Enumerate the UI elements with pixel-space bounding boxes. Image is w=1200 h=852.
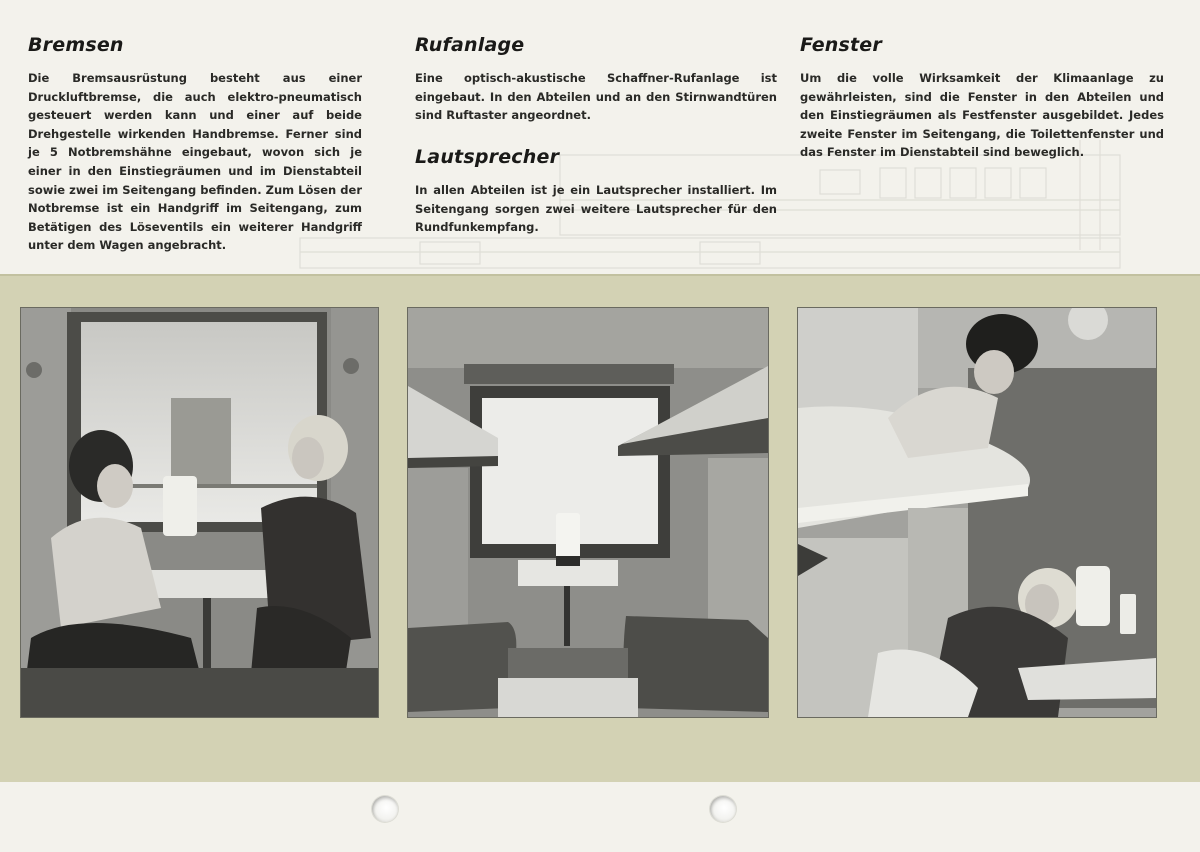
section-title-fenster: Fenster [800,34,882,56]
section-rufanlage [415,34,777,125]
section-title-lautsprecher: Lautsprecher [415,146,560,168]
photo-bunks-two-women [798,308,1156,717]
section-text-bremsen: Die Bremsausrüstung besteht aus einer Druckluftbremse, die auch elektro-pneumatisch gesteuert werden kann und einer auf beide Drehgestelle wirkenden Handbremse. Ferner sind je 5 Notbremshähne eingebaut, wovon sich je einer in den Einstiegräumen und im Dienstabteil sowie zwei im Seitengang befinden. Zum Lösen der Notbremse ist ein Handgriff im Seitengang, zum Betätigen des Löseventils ein weiterer Handgriff unter dem Wagen angebracht. [28,71,362,253]
section-text-rufanlage: Eine optisch-akustische Schaffner-Rufanlage ist eingebaut. In den Abteilen und an den Stirnwandtüren sind Ruftaster angeordnet. [415,71,777,123]
punch-hole-right [710,796,736,822]
section-title-bremsen: Bremsen [28,34,124,56]
section-title-rufanlage: Rufanlage [415,34,525,56]
section-text-lautsprecher: In allen Abteilen ist je ein Lautsprecher installiert. Im Seitengang sorgen zwei weitere Lautsprecher für den Rundfunkempfang. [415,183,777,235]
section-bremsen [28,34,362,255]
photo-couchette-compartment [408,308,768,717]
photo-compartment-two-women [21,308,378,717]
punch-hole-left [372,796,398,822]
section-lautsprecher [415,146,777,237]
section-text-fenster: Um die volle Wirksamkeit der Klimaanlage zu gewährleisten, sind die Fenster in den Abteilen und den Einstiegräumen als Festfenster ausgebildet. Jedes zweite Fenster im Seitengang, die Toilettenfenster und das Fenster im Dienstabteil sind beweglich. [800,71,1164,160]
section-fenster [800,34,1164,162]
